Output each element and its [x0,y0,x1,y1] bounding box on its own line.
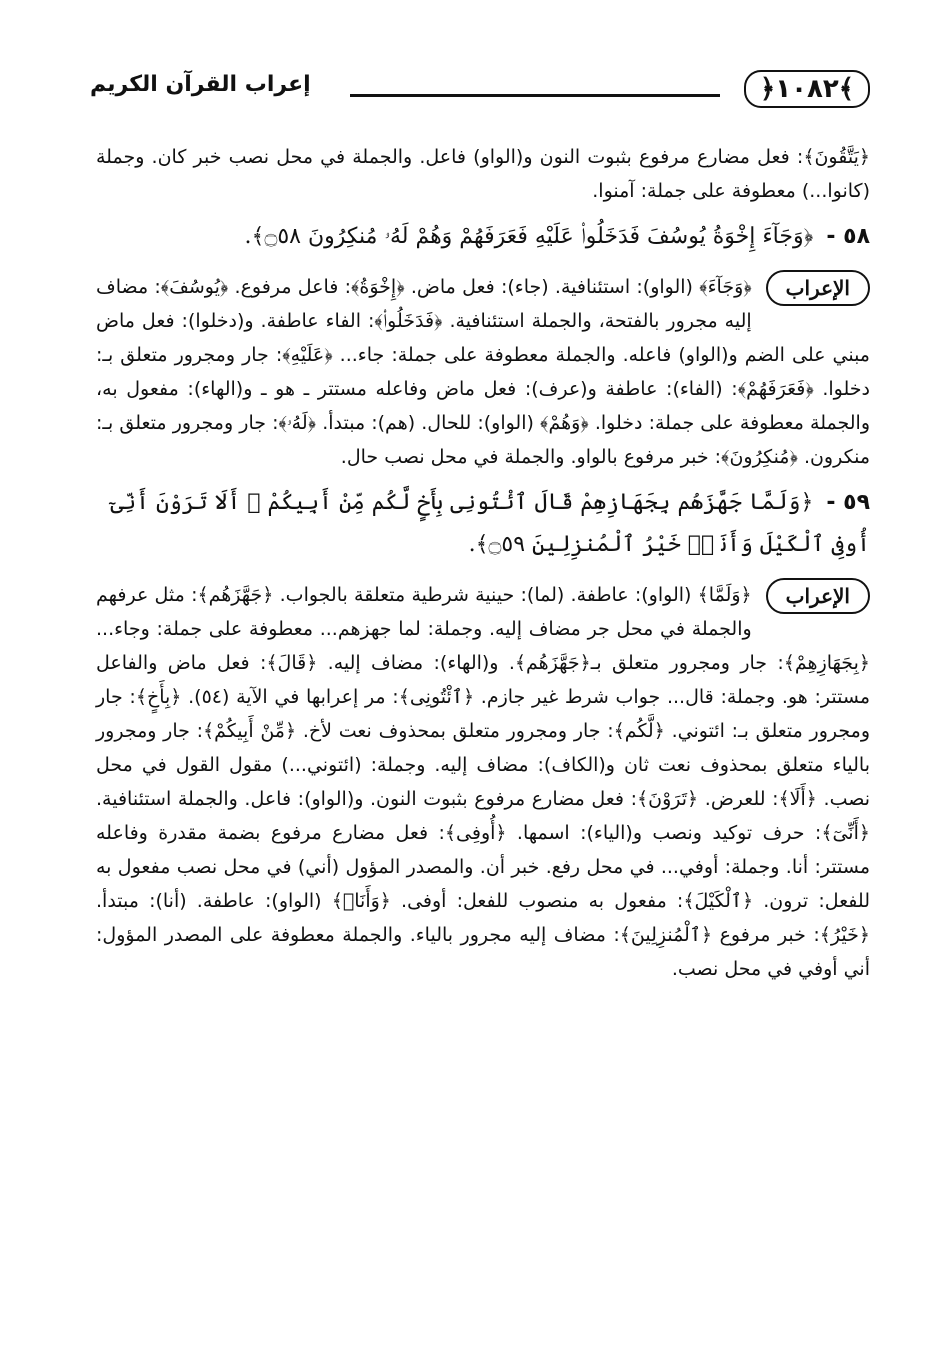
verse-58-text: ﴿وَجَآءَ إِخْوَةُ يُوسُفَ فَدَخَلُوا۟ عَلَيْهِ فَعَرَفَهُمْ وَهُمْ لَهُۥ مُنكِرُونَ ۝٥٨﴾. [244,224,814,249]
irab-58-badge: الإعراب [766,270,870,306]
irab-58-text: ﴿وَجَآءَ﴾ (الواو): استئنافية. (جاء): فعل ماض. ﴿إِخْوَةُ﴾: فاعل مرفوع. ﴿يُوسُفَ﴾: مضاف إليه مجرور بالفتحة، والجملة استئنافية. ﴿فَدَخَلُوا۟﴾: الفاء عاطفة. و(دخلوا): فعل ماض مبني على الضم و(الواو) فاعله. والجملة معطوفة على جملة: جاء... ﴿عَلَيْهِ﴾: جار ومجرور متعلق بـ: دخلوا. ﴿فَعَرَفَهُمْ﴾: (الفاء): عاطفة و(عرف): فعل ماض وفاعله مستتر ـ هو ـ و(الهاء): مفعول به، والجملة معطوفة على جملة: دخلوا. ﴿وَهُمْ﴾ (الواو): للحال. (هم): مبتدأ. ﴿لَهُۥ﴾: جار ومجرور متعلق بـ: منكرون. ﴿مُنكِرُونَ﴾: خبر مرفوع بالواو. والجملة في محل نصب حال. [96,276,870,468]
page-number: ﴿١٠٨٢﴾ [744,70,870,108]
page-header [90,62,870,112]
verse-59-text: ﴿وَلَمَّا جَهَّزَهُم بِجَهَازِهِمْ قَالَ ٱئْتُونِى بِأَخٍ لَّكُم مِّنْ أَبِيكُمْ ۚ أَلَا تَرَوْنَ أَنِّىٓ أُوفِى ٱلْكَيْلَ وَأَنَا۠ خَيْرُ ٱلْمُنزِلِينَ ۝٥٩﴾. [110,490,870,557]
verse-59 [96,482,870,566]
verse-58 [96,216,870,258]
verse-58-number: ٥٨ - [826,224,870,249]
irab-59-block [96,578,870,986]
book-title: إعراب القرآن الكريم [90,72,311,97]
header-rule [350,94,720,97]
verse-59-number: ٥٩ - [826,490,870,515]
intro-paragraph: ﴿يَتَّقُونَ﴾: فعل مضارع مرفوع بثبوت النون و(الواو) فاعل. والجملة في محل نصب خبر كان. وجملة (كانوا...) معطوفة على جملة: آمنوا. [96,146,870,202]
irab-59-text: ﴿وَلَمَّا﴾ (الواو): عاطفة. (لما): حينية شرطية متعلقة بالجواب. ﴿جَهَّزَهُم﴾: مثل عرفهم والجملة في محل جر مضاف إليه. وجملة: لما جهزهم... معطوفة على جملة: وجاء... ﴿بِجَهَازِهِمْ﴾: جار ومجرور متعلق بـ﴿جَهَّزَهُم﴾. و(الهاء): مضاف إليه. ﴿قَالَ﴾: فعل ماض والفاعل مستتر: هو. وجملة: قال... جواب شرط غير جازم. ﴿ٱئْتُونِى﴾: مر إعرابها في الآية (٥٤). ﴿بِأَخٍ﴾: جار ومجرور متعلق بـ: ائتوني. ﴿لَّكُم﴾: جار ومجرور متعلق بمحذوف نعت لأخ. ﴿مِّنْ أَبِيكُمْ﴾: جار ومجرور بالياء متعلق بمحذوف نعت ثان و(الكاف): مضاف إليه. وجملة: (ائتوني...) مقول القول في محل نصب. ﴿أَلَا﴾: للعرض. ﴿تَرَوْنَ﴾: فعل مضارع مرفوع بثبوت النون. و(الواو): فاعل. والجملة استئنافية. ﴿أَنِّىٓ﴾: حرف توكيد ونصب و(الياء): اسمها. ﴿أُوفِى﴾: فعل مضارع مرفوع بضمة مقدرة وفاعله مستتر: أنا. وجملة: أوفي... في محل رفع. خبر أن. والمصدر المؤول (أني) في محل نصب مفعول به للفعل: ترون. ﴿ٱلْكَيْلَ﴾: مفعول به منصوب للفعل: أوفى. ﴿وَأَنَا۠﴾ (الواو): عاطفة. (أنا): مبتدأ. ﴿خَيْرُ﴾: خبر مرفوع ﴿ٱلْمُنزِلِينَ﴾: مضاف إليه مجرور بالياء. والجملة معطوفة على المصدر المؤول: أني أوفي في محل نصب. [96,584,870,980]
page-content [96,140,870,994]
irab-59-badge: الإعراب [766,578,870,614]
irab-58-block [96,270,870,474]
